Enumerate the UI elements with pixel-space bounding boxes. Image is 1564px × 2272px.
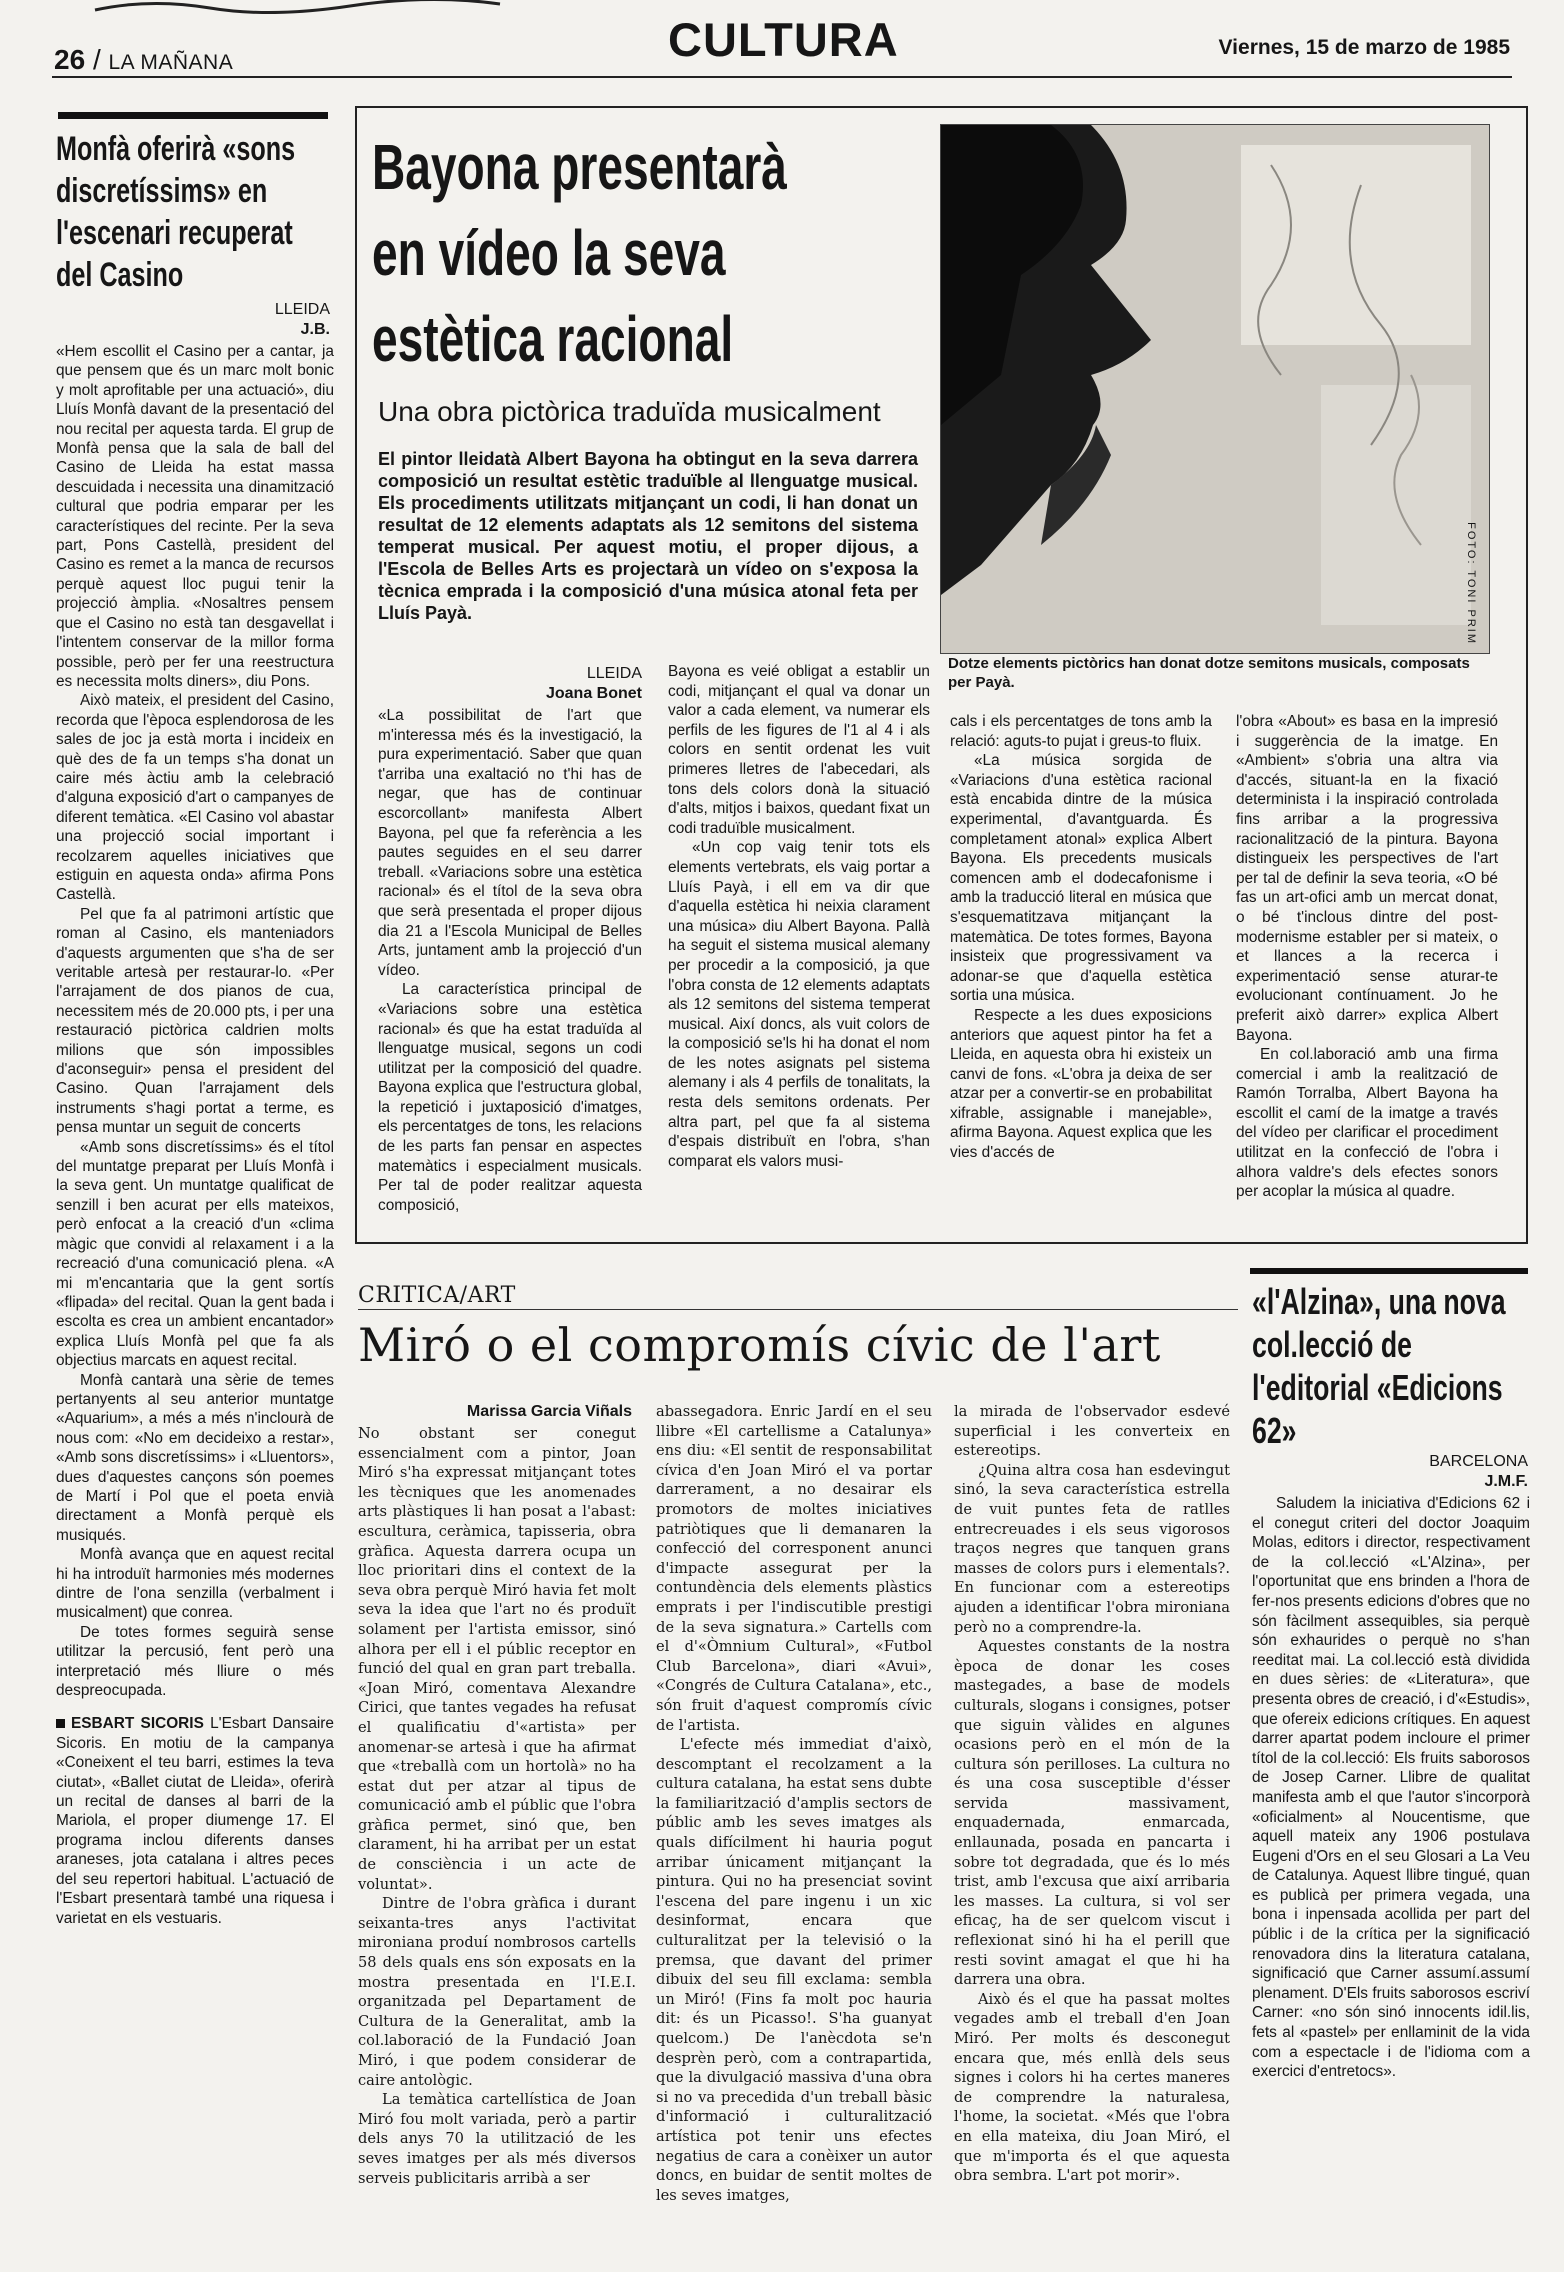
alzina-headline <box>1252 1280 1532 1452</box>
bayona-col-1 <box>378 706 642 1215</box>
publication-name: LA MAÑANA <box>108 51 234 74</box>
miro-paragraph: Això és el que ha passat moltes vegades amb el treball d'en Joan Miró. Per molts és desconegut encara que, més enllà dels seus signes i colors hi ha certes maneres de comprendre la naturalesa, l'home, la societat. «Més que l'obra en ella mateixa, diu Joan Miró, el que m'importa és el que aquesta obra sembra. L'art pot morir». <box>954 1990 1230 2185</box>
bayona-lede: El pintor lleidatà Albert Bayona ha obtingut en la seva darrera composició un resultat estètic traduïble al llenguatge musical. Els procediments utilitzats mitjançant un codi, li han donat un resultat de 12 elements adaptats als 12 semitons del sistema temperat musical. Per aquest motiu, el proper dijous, a l'Escola de Belles Arts es projectarà un vídeo on s'exposa la tècnica emprada i la composició d'una música atonal feta per Lluís Payà. <box>378 449 918 623</box>
monfa-byline <box>56 300 330 340</box>
monfa-paragraph: Això mateix, el president del Casino, recorda que l'època esplendorosa de les sales de joc ja està morta i incideix en què des de fa un temps s'ha donat un caire més àctiu amb la celebració d'alguna exposició d'art o campanyes de diferent temàtica. «El Casino vol abastar una projecció social important i recolzarem aquelles iniciatives que estiguin en aquesta onda» afirma Pons Castellà. <box>56 692 334 904</box>
bayona-paragraph: En col.laboració amb una firma comercial i amb la realització de Ramón Torralba, Albert Bayona ha escollit el camí de la imatge a través del vídeo per clarificar el procediment utilitzat en la confecció de l'obra i alhora valdre's dels efectes sonors per acoplar la música al quadre. <box>1236 1046 1498 1201</box>
page-number: 26 <box>54 44 86 75</box>
bayona-col-3 <box>950 712 1212 1163</box>
miro-paragraph: L'efecte més immediat d'això, descomptant el recolzament a la cultura catalana, ha estat sens dubte la familiarització d'amplis sectors de públic amb les seves imatges als quals difícilment hi hauria pogut arribar únicament mitjançant la pintura. Qui no ha presenciat sovint l'escena del pare ingenu i un xic desinformat, encara que culturalitzat per la televisió o la premsa, que davant del primer dibuix del seu fill exclama: sembla un Miró! (Fins fa molt poc hauria dit: és un Picasso!. S'ha guanyat quelcom.) De l'anècdota se'n desprèn però, com a contrapartida, que la divulgació massiva d'una obra si no va precedida d'un treball bàsic d'informació i culturalització artística pot tenir uns efectes negatius de cara a conèixer un autor doncs, en buidar de sentit moltes de les seves imatges, <box>656 1736 932 2204</box>
miro-author: Marissa Garcia Viñals <box>466 1403 632 1420</box>
page-folio: 26 / LA MAÑANA <box>54 44 234 75</box>
bayona-col-2 <box>668 662 930 1171</box>
miro-col-3 <box>954 1402 1230 2186</box>
monfa-paragraph: Pel que fa al patrimoni artístic que roman al Casino, els manteniadors d'aquests argumenten que s'ha de ser veritable artesà per restaurar-lo. «Per l'arrajament de dos pianos de cua, necessitem més de 20.000 pts, i per una restauració pictòrica caldrien molts milions que són impossibles d'aconseguir» pensa el president del Casino. Quan l'arrajament dels instruments s'hagi portat a terme, es pensa muntar un seguit de concerts <box>56 905 334 1137</box>
bayona-paragraph: «La música sorgida de «Variacions d'una estètica racional està encabida dintre de la música experimental, d'avantguarda. És completament atonal» explica Albert Bayona. Els precedents musicals comencen amb el dodecafonisme i amb la traducció literal en música que s'esquematitzava mitjançant la matemàtica. De totes formes, Bayona insisteix que progressivament va adonar-se que d'aquella estètica sortia una música. <box>950 752 1212 1005</box>
alzina-byline <box>1252 1452 1528 1492</box>
issue-date: Viernes, 15 de marzo de 1985 <box>1218 36 1510 59</box>
bayona-paragraph: «Un cop vaig tenir tots els elements vertebrats, els vaig portar a Lluís Payà, i ell em va dir que d'aquella estètica hi neixia clarament una música» diu Albert Bayona. Pallà ha seguit el sistema musical alemany per procedir a la composició, ja que l'obra consta de 12 elements adaptats als 12 semitons del sistema temperat musical. Així doncs, als vuit colors de la composició se'ls hi ha donat el nom de les notes asignats pel sistema alemany i als 4 perfils de tonalitats, la resta dels semitons ordenats. Per altra part, pel que fa al sistema d'espais distribuït en l'obra, s'han comparat els valors musi- <box>668 839 930 1170</box>
bayona-paragraph: cals i els percentatges de tons amb la relació: aguts-to pujat i greus-to fluix. <box>950 713 1212 750</box>
miro-paragraph: Dintre de l'obra gràfica i durant seixanta-tres anys l'activitat mironiana produí nombrosos cartells 58 dels quals ens són exposats en la mostra presentada en l'I.E.I. organitzada pel Departament de Cultura de la Generalitat, amb la col.laboració de la Fundació Joan Miró, i que podem considerar de caire antològic. <box>358 1895 636 2089</box>
miro-title: Miró o el compromís cívic de l'art <box>358 1318 1161 1372</box>
photo-caption: Dotze elements pictòrics han donat dotze semitons musicals, composats per Payà. <box>948 655 1470 691</box>
alzina-rule <box>1250 1268 1528 1274</box>
miro-paragraph: La temàtica cartellística de Joan Miró fou molt variada, però a partir dels anys 70 la utilització de les seves imatges per als més diversos serveis publicitaris arribà a ser <box>358 2091 636 2187</box>
bayona-paragraph: La característica principal de «Variacions sobre una estètica racional» és que ha estat traduïda al llenguatge musical, segons un codi utilitzat per la composició del quadre. Bayona explica que l'estructura global, la repetició i juxtaposició d'imatges, els percentatges de tons, les relacions de les parts fan pensar en aspectes matemàtics i especialment musicals. Per tal de poder realitzar aquesta composició, <box>378 981 642 1214</box>
photo-credit: FOTO: TONI PRIM <box>1465 522 1477 645</box>
monfa-paragraph: Monfà avança que en aquest recital hi ha introduït harmonies més modernes dintre de l'ona senzilla (verbalment i musicalment) que conrea. <box>56 1546 334 1622</box>
esbart-label: ESBART SICORIS <box>71 1715 204 1733</box>
bayona-title-line: estètica racional <box>372 303 734 375</box>
bayona-author: Joana Bonet <box>545 685 642 702</box>
bayona-byline <box>378 664 642 704</box>
portrait-image <box>941 125 1490 654</box>
alzina-place: BARCELONA <box>1429 1453 1528 1470</box>
monfa-headline <box>56 128 336 296</box>
bayona-portrait-photo <box>940 124 1490 654</box>
bayona-title-line: Bayona presentarà <box>372 131 787 203</box>
esbart-text: L'Esbart Dansaire Sicoris. En motiu de la campanya «Coneixent el teu barri, estimes la teva ciutat», «Ballet ciutat de Lleida», oferirà un recital de danses al barri de la Mariola, el proper diumenge 17. El programa inclou diferents danses araneses, jota catalana i altres peces del seu repertori habitual. L'actuació de l'Esbart presentarà també una riquesa i varietat en els vestuaris. <box>56 1715 334 1927</box>
header-rule <box>52 76 1512 78</box>
monfa-paragraph: «Amb sons discretíssims» és el títol del muntatge preparat per Lluís Monfà i la seva gent. Un muntatge qualificat de senzill i ben acurat per ells mateixos, però enfocat a la creació d'un «clima màgic que convidi al relaxament i a la recreació d'una comunicació plena. «A mi m'encantaria que la gent sortís «flipada» del recital. Quan la gent bada i escolta es crea un ambient encantador» explica Lluís Monfà pel que fa als objectius marcats en aquest recital. <box>56 1138 334 1370</box>
monfa-paragraph: «Hem escollit el Casino per a cantar, ja que pensem que és un marc molt bonic y molt aprofitable per una actuació», diu Lluís Monfà davant de la presentació del nou recital per aquesta tarda. El grup de Monfà pensa que la sala de ball del Casino de Lleida ha estat massa descuidada i necessita una dinamització cultural que podria emparar per les característiques del recinte. Per la seva part, Pons Castellà, president del Casino es remet a la manca de recursos perquè aquest lloc pugui tenir la projecció àmplia. «Nosaltres pensem que el Casino no està tan desgavellat i l'intentem conservar de la millor forma possible, però per fer una reestructura es necessita molts diners», diu Pons. <box>56 343 334 690</box>
miro-byline <box>358 1402 632 1422</box>
miro-kicker: CRITICA/ART <box>358 1283 516 1308</box>
miro-paragraph: No obstant ser conegut essencialment com a pintor, Joan Miró s'ha expressat mitjançant totes les tècniques que les anomenades arts plàstiques li han posat a l'abast: escultura, ceràmica, tapisseria, obra gràfica. Aquesta darrera ocupa un lloc prioritari dins el context de la seva obra perquè Miró havia fet molt seva la idea que l'art no és produït solament per l'artista emissor, sinó alhora per ell i el públic receptor en funció del qual en gran part treballa. «Joan Miró, comentava Alexandre Cirici, que tantes vegades ha refusat el qualificatiu d'«artista» per anomenar-se artesà i que ha afirmat que «treballà com un hortolà» no ha estat dut per atzar al tipus de comunicació amb el públic que l'obra gràfica permet, sinó que, ben clarament, hi ha arribat per un estat de consciència i un acte de voluntat». <box>358 1425 636 1893</box>
bayona-title-line: en vídeo la seva <box>372 217 726 289</box>
bayona-headline <box>372 124 932 382</box>
esbart-brief <box>56 1714 334 1927</box>
bayona-place: LLEIDA <box>586 665 642 682</box>
section-title: CULTURA <box>668 13 899 66</box>
miro-col-2 <box>656 1402 932 2205</box>
bayona-paragraph: Respecte a les dues exposicions anteriors que aquest pintor ha fet a Lleida, en aquesta obra hi existeix un canvi de fons. «L'obra ja deixa de ser atzar per a convertir-se en probabilitat xifrable, assignable i manejable», afirma Bayona. Aquest explica que les vies d'accés de <box>950 1006 1212 1162</box>
miro-col-1 <box>358 1424 636 2188</box>
bayona-subtitle: Una obra pictòrica traduïda musicalment <box>378 396 881 427</box>
monfa-body <box>56 342 334 1928</box>
miro-paragraph: Aquestes constants de la nostra època de donar les coses mastegades, a base de models culturals, slogans i consignes, potser que siguin vàlides en algunes ocasions però en el món de la cultura són perilloses. La cultura no és una cosa susceptible d'ésser servida massivament, enquadernada, enmarcada, enllaunada, posada en pancarta i sobre tot degradada, que és lo més trist, amb l'excusa que així arribaria les masses. La cultura, si vol ser eficaç, ha de ser quelcom viscut i reflexionat sinó hi ha el perill que resti sovint amagat el que hi ha darrera una obra. <box>954 1638 1230 1989</box>
alzina-title: «l'Alzina», una nova col.lecció de l'editorial «Edicions 62» <box>1252 1281 1506 1451</box>
monfa-paragraph: De totes formes seguirà sense utilitzar la percusió, fent però una interpretació més lliure o més despreocupada. <box>56 1623 334 1700</box>
alzina-body <box>1252 1494 1530 2082</box>
bayona-col-4 <box>1236 712 1498 1202</box>
bayona-paragraph: l'obra «About» es basa en la impresió i suggerència de la imatge. En «Ambient» s'obria una altra via d'accés, situant-la en la fixació determinista i la inspiració controlada fins arribar a la progressiva racionalització de la pintura. Bayona distingueix les perspectives de l'art per tal de definir la seva teoria, «O bé fas un art-ofici amb un mercat donat, o bé t'inclous dintre del post-modernisme establer per si mateix, o et llances a la recerca i experimentació sense aturar-te evolucionant contínuament. Jo he preferit això darrer» explica Albert Bayona. <box>1236 713 1498 1044</box>
miro-paragraph: abassegadora. Enric Jardí en el seu llibre «El cartellisme a Catalunya» ens diu: «El sentit de responsabilitat cívica d'en Joan Miró el va portar darrerament, a no desairar els promotors de moltes iniciatives patriòtiques que li demanaren la confecció del corresponent anunci d'impacte assegurat per la contundència dels elements plàstics emprats i per l'indiscutible prestigi de la seva signatura.» Cartells com el d'«Òmnium Cultural», «Futbol Club Barcelona», diari «Avui», «Congrés de Cultura Catalana», etc., són fruit d'aquest compromís cívic de l'artista. <box>656 1403 932 1734</box>
alzina-author: J.M.F. <box>1484 1473 1528 1490</box>
monfa-place: LLEIDA <box>274 301 330 318</box>
monfa-author: J.B. <box>300 321 330 338</box>
alzina-paragraph: Saludem la iniciativa d'Edicions 62 i el conegut criteri del doctor Joaquim Molas, editors i director, respectivament de la col.lecció «L'Alzina», per l'oportunitat que ens brinden a l'hora de fer-nos presents edicions d'obres que no són fàcilment assequibles, sia perquè són exhaurides o perquè no s'han reeditat mai. La col.lecció està dividida en dues sèries: de «Literatura», que presenta obres de creació, i d'«Estudis», que ofereix edicions crítiques. En aquest darrer apartat podem incloure el primer títol de la col.lecció: Els fruits saborosos de Josep Carner. Llibre de qualitat manifesta amb el que l'autor s'incorporà «oficialment» al Noucentisme, que aquell mateix any 1906 postulava Eugeni d'Ors en el seu Glosari a La Veu de Catalunya. Aquest llibre tingué, quan es publicà per primera vegada, una bona i inpensada acollida per part del públic i de la crítica per la significació renovadora dins la literatura catalana, significació que Carner assumí.assumí plenament. D'Els fruits saborosos escriví Carner: «no són sinó innocents idil.lis, fets al «pastel» per enllaminit de la vida com a espectacle i de l'idioma com a exercici d'entretocs». <box>1252 1495 1530 2081</box>
miro-paragraph: ¿Quina altra cosa han esdevingut sinó, la seva característica estrella de vuit puntes feta de ratlles entrecreuades i els seus vigorosos traços negres que tanquen grans masses de colors purs i elementals?. En funcionar com a estereotips ajuden a identificar l'obra mironiana però no a comprendre-la. <box>954 1461 1230 1636</box>
bayona-paragraph: «La possibilitat de l'art que m'interessa més és la investigació, la pura experimentació. Saber que quan t'arriba una exaltació no t'hi has de negar, que has de continuar escorcollant» manifesta Albert Bayona, pel que fa referència a les pautes seguides en el seu darrer treball. «Variacions sobre una estètica racional» és el títol de la seva obra que serà presentada el proper dijous dia 21 a l'Escola Municipal de Belles Arts, juntament amb la projecció d'un vídeo. <box>378 707 642 979</box>
miro-paragraph: la mirada de l'observador esdevé superficial i les converteix en estereotips. <box>954 1403 1230 1460</box>
left-column-rule <box>58 112 328 119</box>
page-header <box>0 0 1564 78</box>
monfa-title: Monfà oferirà «sons discretíssims» en l'escenari recuperat del Casino <box>56 130 296 294</box>
bayona-paragraph: Bayona es veié obligat a establir un codi, mitjançant el qual va donar un valor a cada element, va numerar els perfils de les figures de l'1 al 4 i als colors en sentit ordenat les vuit primeres lletres de l'abecedari, als tons dels colors donà la situació d'alts, mitjos i baixos, quedant fixat un codi traduïble musicalment. <box>668 663 930 837</box>
monfa-paragraph: Monfà cantarà una sèrie de temes pertanyents al seu anterior muntatge «Aquarium», a més a més n'inclourà de nous com: «No em decideixo a restar», «Amb sons discretíssims» i «Lluentors», dues d'aquestes cançons són poemes de Martí i Pol que el poeta envià directament a Monfà perquè els musiqués. <box>56 1371 334 1544</box>
bullet-square-icon <box>56 1719 65 1728</box>
